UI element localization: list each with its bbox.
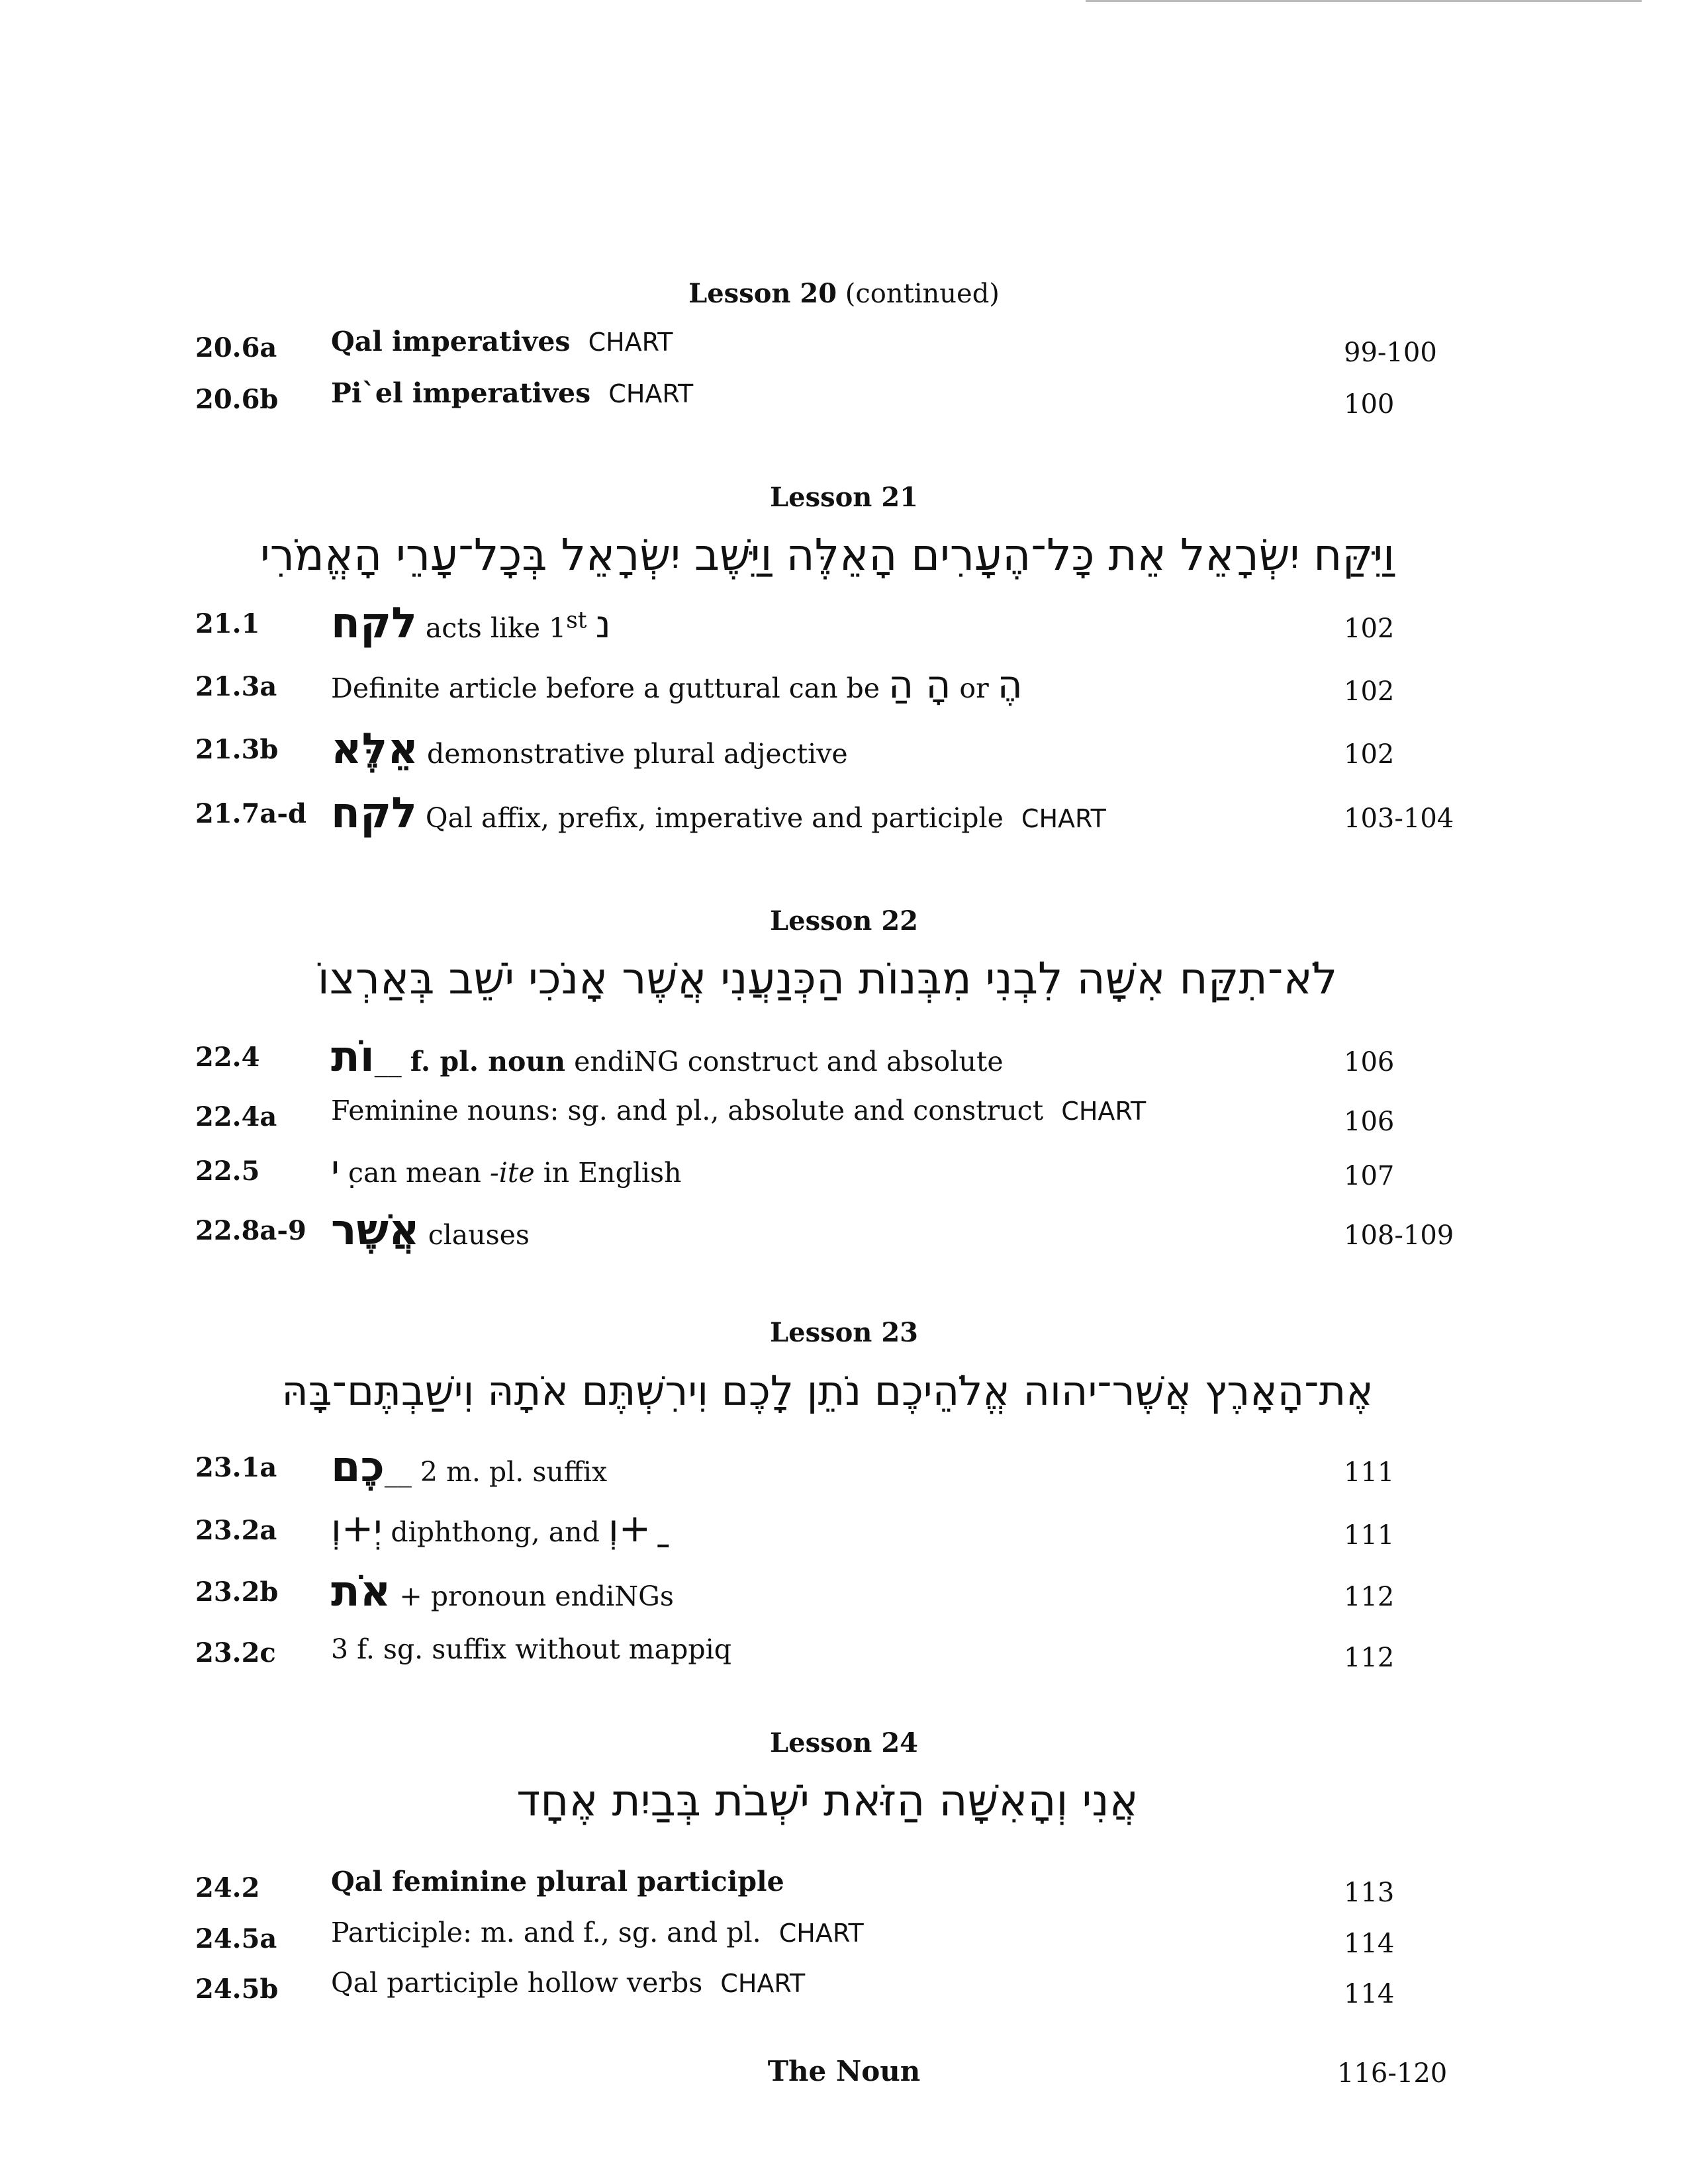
hebrew-combination: ַ+וְ [608,1506,651,1551]
hebrew-word: אֵלֶּא [331,725,418,774]
hebrew-vowel-forms: הָ הַ [888,662,951,707]
entry-description [331,662,1023,707]
entry-text: can mean [348,1157,481,1189]
the-noun-heading: The Noun [767,2055,921,2087]
entry-description [331,1032,1004,1081]
entry-description [331,1866,784,1897]
entry-description [331,1917,864,1948]
chart-tag: CHART [588,328,673,357]
entry-text: Definite article before a guttural can be [331,672,880,704]
entry-text: clauses [428,1219,530,1251]
lesson-24-title [0,1727,1688,1758]
entry-row-23-2b [0,1567,1688,1620]
section-code: 23.2a [195,1515,277,1546]
entry-row-24-2 [0,1863,1688,1916]
page-number: 112 [1344,1582,1395,1612]
scan-edge-line [1086,0,1642,2]
section-code: 20.6b [195,384,279,415]
entry-description [331,326,673,357]
hebrew-word: אֹת [331,1567,391,1616]
section-code: 22.5 [195,1156,260,1187]
entry-text: Qal affix, prefix, imperative and participle [425,802,1004,834]
entry-row-21-7a-d [0,789,1688,842]
chart-tag: CHART [1061,1097,1147,1126]
hebrew-verse: וַיִּקַּח יִשְׂרָאֵל אֵת כָּל־הֶעָרִים הָאֵלֶּה וַיֵּשֶׁב יִשְׂרָאֵל בְּכָל־עָרֵי הָאֱמֹרִי [260,529,1395,580]
entry-description [331,1443,607,1492]
lesson-label: Lesson 22 [770,905,918,936]
conjunction-text: or [959,672,989,704]
section-code: 21.1 [195,608,260,639]
entry-text: endiNG construct and absolute [574,1046,1004,1077]
lesson-20-title [0,278,1688,309]
entry-row-24-5a [0,1914,1688,1967]
entry-description [331,1506,651,1551]
entry-description [331,725,848,774]
page-number: 116-120 [1337,2058,1448,2089]
entry-text: acts like 1 [425,612,567,644]
entry-row-21-3a [0,662,1688,715]
page-number: 111 [1344,1520,1395,1551]
page-number: 102 [1344,614,1395,644]
hebrew-word: לקח [331,789,417,838]
section-code: 21.3b [195,734,279,765]
entry-row-24-5b [0,1964,1688,2017]
entry-row-20-6b [0,375,1688,428]
entry-text: diphthong, and [391,1516,600,1548]
entry-text: demonstrative plural adjective [426,738,848,770]
section-code: 23.1a [195,1452,277,1483]
entry-text: + pronoun endiNGs [399,1580,674,1612]
lesson-label: Lesson 23 [770,1317,918,1348]
hebrew-combination: יְ+וְ [331,1506,383,1551]
entry-description [331,789,1106,838]
entry-row-20-6a [0,323,1688,376]
superscript: st [566,607,587,634]
entry-text: 2 m. pl. suffix [420,1456,608,1488]
section-code: 24.5b [195,1974,279,2005]
entry-description [331,1095,1146,1126]
entry-description [331,1567,674,1616]
chart-tag: CHART [720,1969,806,1998]
page-number: 111 [1344,1457,1395,1488]
section-code: 20.6a [195,332,277,363]
blank-line: __ [384,1456,412,1488]
section-code: 21.7a-d [195,798,306,829]
page-number: 100 [1344,389,1395,420]
entry-title: Qal feminine plural participle [331,1866,784,1897]
chart-tag: CHART [1021,804,1106,833]
entry-row-23-2a [0,1506,1688,1559]
section-code: 22.4a [195,1101,277,1132]
blank-line: __ [374,1046,402,1077]
lesson-label: Lesson 20 [688,278,837,309]
page-number: 102 [1344,739,1395,770]
entry-description [331,377,693,409]
hebrew-word: אֲשֶׁר [331,1206,420,1255]
entry-row-23-1a [0,1443,1688,1496]
entry-row-22-4 [0,1032,1688,1085]
hebrew-vowel-form: הֶ [997,662,1023,707]
page-number: 107 [1344,1161,1395,1191]
lesson-label: Lesson 24 [770,1727,918,1758]
lesson-23-title [0,1317,1688,1348]
chart-tag: CHART [608,379,694,408]
entry-row-21-3b [0,725,1688,778]
lesson-22-title [0,905,1688,936]
hebrew-suffix: כֶם [331,1443,385,1492]
page-number: 106 [1344,1047,1395,1077]
entry-title: Pi`el imperatives [331,377,591,409]
entry-description [331,1967,805,1999]
entry-title: f. pl. noun [410,1046,566,1077]
chart-tag: CHART [778,1919,864,1948]
page-number: 102 [1344,676,1395,707]
section-code: 23.2c [195,1637,276,1668]
entry-text: Feminine nouns: sg. and pl., absolute and construct [331,1095,1044,1126]
entry-description [331,1206,530,1255]
entry-row-21-1 [0,599,1688,652]
hebrew-word: לקח [331,599,417,648]
entry-italic: -ite [489,1157,535,1189]
lesson-label: Lesson 21 [770,482,918,513]
section-code: 22.4 [195,1042,260,1073]
page-number: 114 [1344,1979,1395,2009]
section-code: 23.2b [195,1576,279,1608]
entry-description [331,1146,682,1191]
hebrew-ending: וֹת [331,1032,375,1081]
hebrew-suffix: ִי [331,1146,340,1191]
entry-text: Participle: m. and f., sg. and pl. [331,1917,761,1948]
hebrew-verse: אֲנִי וְהָאִשָּׁה הַזֹּאת יֹשְׁבֹת בְּבַיִת אֶחָד [516,1775,1139,1826]
section-code: 24.2 [195,1872,260,1903]
page-number: 113 [1344,1878,1395,1908]
lesson-21-title [0,482,1688,513]
entry-row-22-4a [0,1092,1688,1145]
hebrew-verse: לֹא־תִקַּח אִשָּׁה לִבְנִי מִבְּנוֹת הַכְּנַעֲנִי אֲשֶׁר אָנֹכִי יֹשֵׁב בְּאַרְצוֹ [317,953,1338,1004]
entry-row-22-8a-9 [0,1206,1688,1259]
page-number: 108-109 [1344,1220,1454,1251]
entry-description [331,599,611,648]
hebrew-verse: אֶת־הָאָרֶץ אֲשֶׁר־יהוה אֱלֹהֵיכֶם נֹתֵן לָכֶם וִירִשְׁתֶּם אֹתָהּ וִישַׁבְתֶּם־בָּהּ [281,1367,1374,1415]
page-number: 103-104 [1344,803,1454,834]
entry-title: Qal imperatives [331,326,571,357]
section-code: 22.8a-9 [195,1215,306,1246]
page-number: 112 [1344,1643,1395,1673]
continued-note: (continued) [845,279,1000,309]
page-number: 114 [1344,1929,1395,1959]
entry-text: in English [543,1157,682,1189]
entry-row-22-5 [0,1146,1688,1199]
entry-text: 3 f. sg. suffix without mappiq [331,1633,731,1665]
hebrew-letter: נ [595,602,611,647]
page-number: 106 [1344,1107,1395,1137]
entry-text: Qal participle hollow verbs [331,1967,703,1999]
entry-description [331,1633,731,1665]
section-code: 24.5a [195,1923,277,1954]
section-code: 21.3a [195,671,277,702]
entry-row-23-2c [0,1628,1688,1681]
page-number: 99-100 [1344,338,1437,368]
